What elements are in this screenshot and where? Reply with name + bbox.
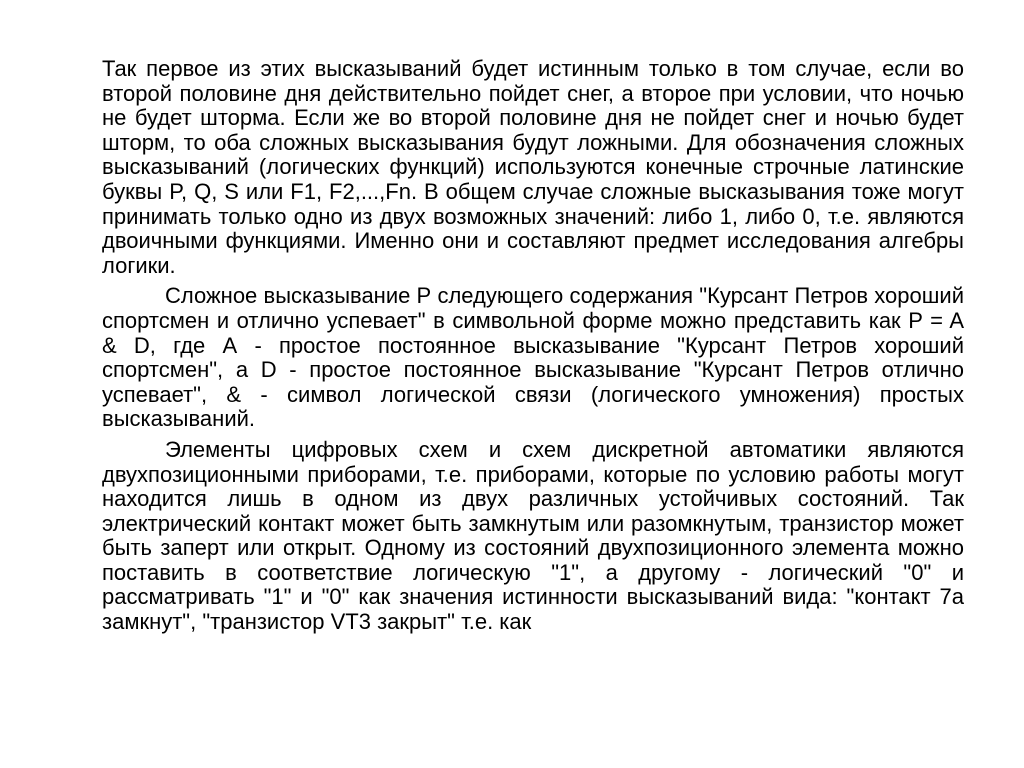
paragraph-2: Сложное высказывание Р следующего содержания "Курсант Петров хороший спортсмен и отлично успевает" в символьной форме можно представить как P = A & D, где А - простое постоянное высказывание "Курсант Петров хороший спортсмен", а D - простое постоянное высказывание "Курсант Петров отлично успевает", & - символ логической связи (логического умножения) простых высказываний. [102, 283, 964, 432]
text-body [102, 57, 964, 635]
paragraph-3: Элементы цифровых схем и схем дискретной автоматики являются двухпозиционными приборами, т.е. приборами, которые по условию работы могут находится лишь в одном из двух различных устойчивых состояний. Так электрический контакт может быть замкнутым или разомкнутым, транзистор может быть заперт или открыт. Одному из состояний двухпозиционного элемента можно поставить в соответствие логическую "1", а другому - логический "0" и рассматривать "1" и "0" как значения истинности высказываний вида: "контакт 7а замкнут", "транзистор VT3 закрыт" т.е. как [102, 436, 964, 635]
paragraph-1: Так первое из этих высказываний будет истинным только в том случае, если во второй половине дня действительно пойдет снег, а второе при условии, что ночью не будет шторма. Если же во второй половине дня не пойдет снег и ночью будет шторм, то оба сложных высказывания будут ложными. Для обозначения сложных высказываний (логических функций) используются конечные строчные латинские буквы P, Q, S или F1, F2,...,Fn. В общем случае сложные высказывания тоже могут принимать только одно из двух возможных значений: либо 1, либо 0, т.е. являются двоичными функциями. Именно они и составляют предмет исследования алгебры логики. [102, 56, 964, 278]
